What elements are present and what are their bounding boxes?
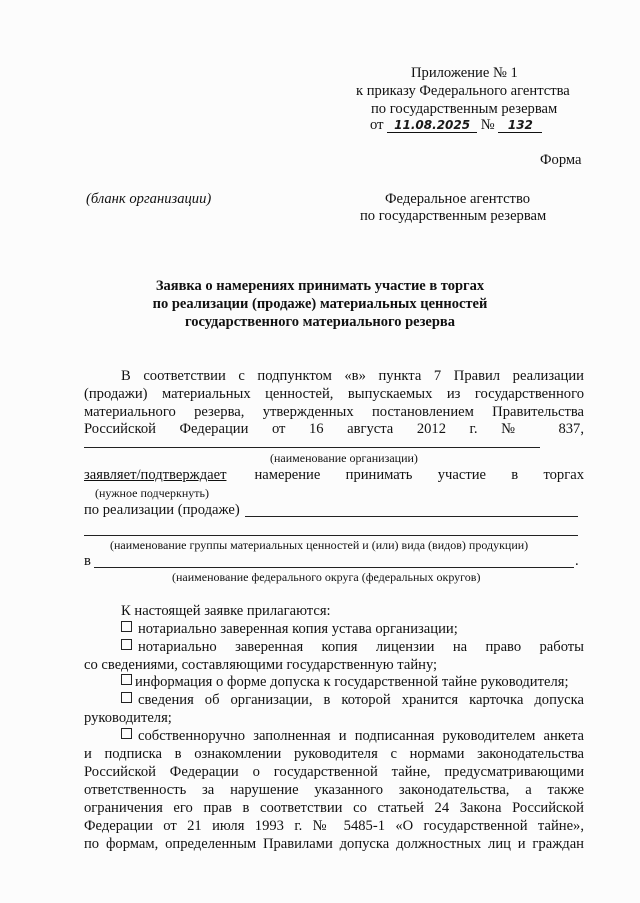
checkbox-1[interactable] (121, 621, 132, 632)
intro-line-3: материального резерва, утвержденных постановлением Правительства (84, 404, 584, 420)
attachment-item-5-line-5: ограничения его прав в соответствии со статьей 24 Закона Российской (84, 800, 584, 816)
checkbox-3[interactable] (121, 674, 132, 685)
intro-line-2: (продажи) материальных ценностей, выпускаемых из государственного (84, 386, 584, 402)
attachment-item-5-text: собственноручно заполненная и подписанная руководителем анкета (138, 728, 584, 744)
addressee-line-1: Федеральное агентство (385, 191, 531, 207)
title-line-3: государственного материального резерва (184, 314, 455, 330)
attachment-item-5-line-7: по формам, определенным Правилами допуска должностных лиц и граждан (84, 836, 584, 852)
attachment-item-4 (121, 692, 584, 709)
appendix-date-line (370, 117, 542, 134)
attachment-item-1-text: нотариально заверенная копия устава организации; (138, 621, 458, 637)
district-caption: (наименование федерального округа (федеральных округов) (172, 570, 481, 584)
district-name-line[interactable] (94, 567, 574, 568)
number-prefix: № (480, 117, 495, 133)
attachment-item-2 (121, 639, 584, 656)
sale-name-line[interactable] (245, 516, 578, 517)
checkbox-5[interactable] (121, 728, 132, 739)
addressee-line-2: по государственным резервам (360, 208, 547, 224)
attachment-item-5 (121, 728, 584, 745)
group-caption: (наименование группы материальных ценностей и (или) вида (видов) продукции) (110, 538, 529, 552)
organization-blank-label: (бланк организации) (86, 191, 212, 207)
title-line-1: Заявка о намерениях принимать участие в торгах (155, 278, 485, 294)
declares-text: намерение принимать участие в торгах (254, 467, 584, 483)
appendix-line-2: к приказу Федерального агентства (356, 83, 570, 99)
district-prefix: в (84, 553, 91, 569)
intro-line-4: Российской Федерации от 16 августа 2012 г. № 837, (84, 421, 584, 437)
group-name-line[interactable] (84, 535, 578, 536)
appendix-line-3: по государственным резервам (371, 101, 558, 117)
handwritten-number: 132 (498, 118, 542, 133)
declares-choice: заявляет/подтверждает (84, 467, 227, 483)
attachment-item-4-cont: руководителя; (84, 710, 172, 726)
attachment-item-5-line-6: Федерации от 21 июля 1993 г. № 5485-1 «О государственной тайне», (84, 818, 584, 834)
attachment-item-5-line-2: и подписка в ознакомлении руководителя с нормами законодательства (84, 746, 584, 762)
attachment-item-2-text: нотариально заверенная копия лицензии на право работы (138, 639, 584, 655)
date-prefix: от (370, 117, 384, 133)
title-line-2: по реализации (продаже) материальных ценностей (152, 296, 488, 312)
attachment-item-2-cont: со сведениями, составляющими государственную тайну; (84, 657, 438, 673)
intro-line-1: В соответствии с подпунктом «в» пункта 7 Правил реализации (121, 368, 584, 384)
checkbox-2[interactable] (121, 639, 132, 650)
attachment-item-5-line-3: Российской Федерации о государственной тайне, предусматривающими (84, 764, 584, 780)
sale-label: по реализации (продаже) (84, 502, 240, 518)
appendix-line-1: Приложение № 1 (411, 65, 518, 81)
attachment-item-1 (121, 621, 458, 638)
attachment-item-3 (121, 674, 569, 691)
declares-line (84, 467, 584, 484)
attachment-item-4-text: сведения об организации, в которой хранится карточка допуска (138, 692, 584, 708)
attachments-intro: К настоящей заявке прилагаются: (121, 603, 331, 619)
handwritten-date: 11.08.2025 (387, 118, 477, 133)
attachment-item-3-text: информация о форме допуска к государственной тайне руководителя; (135, 674, 569, 690)
underline-hint: (нужное подчеркнуть) (95, 486, 209, 500)
attachment-item-5-line-4: ответственность за нарушение указанного законодательства, а также (84, 782, 584, 798)
organization-caption: (наименование организации) (270, 451, 418, 465)
district-suffix: . (575, 553, 579, 569)
organization-name-line[interactable] (84, 447, 540, 448)
checkbox-4[interactable] (121, 692, 132, 703)
form-label: Форма (540, 152, 582, 168)
